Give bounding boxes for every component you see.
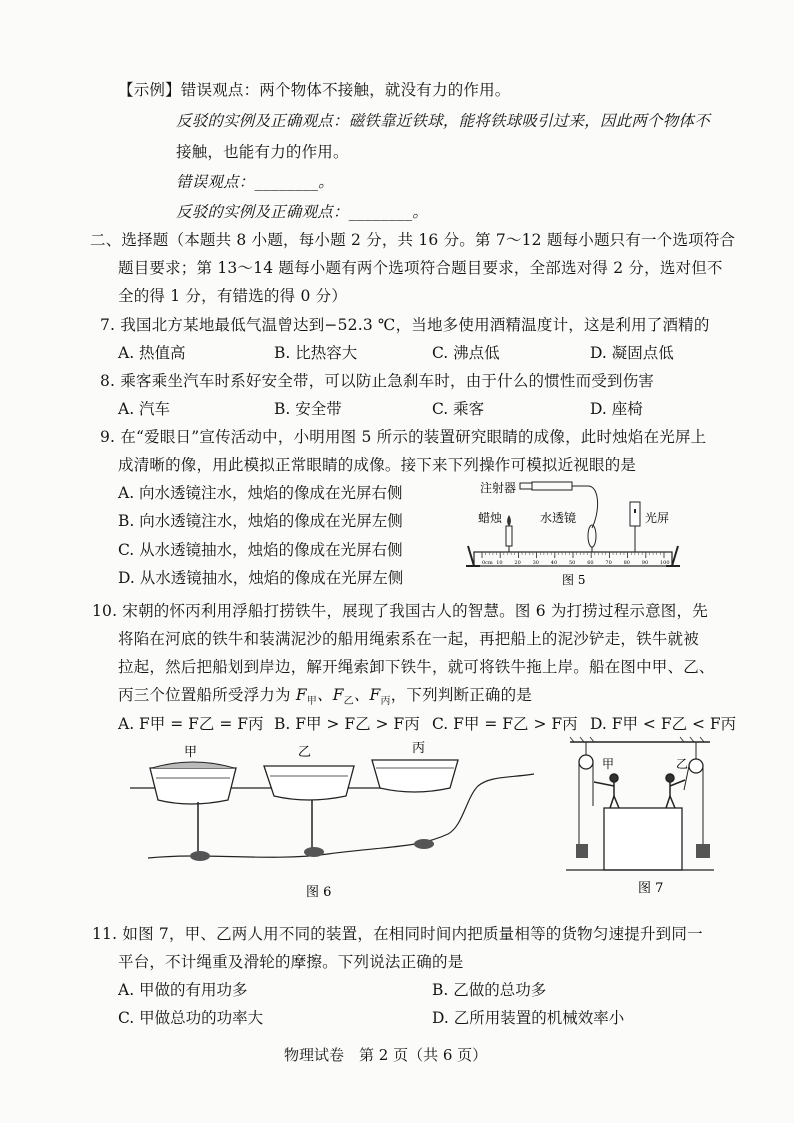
figure-7-pulley-diagram [564,736,716,896]
force-symbol: F [295,686,307,704]
q7-option-d: D. 凝固点低 [590,344,674,362]
force-symbol: 、F [317,686,344,704]
page-footer: 物理试卷 第 2 页（共 6 页） [284,1046,488,1064]
ruler-tick-label: 50 [569,560,576,566]
ruler-tick-label: 20 [514,560,521,566]
q10-line-2: 将陷在河底的铁牛和装满泥沙的船用绳索系在一起，再把船上的泥沙铲走，铁牛就被 [118,630,699,648]
ruler-tick-label: 0cm [482,560,493,566]
q10-line-4-start: 丙三个位置船所受浮力为 [118,686,296,704]
q8-option-d: D. 座椅 [590,400,643,418]
q7-option-b: B. 比热容大 [274,344,358,362]
section2-line-1: 二、选择题（本题共 8 小题，每小题 2 分，共 16 分。第 7～12 题每小题只有一个选项符合 [90,231,736,249]
ruler-tick-label: 10 [496,560,503,566]
q8-option-b: B. 安全带 [274,400,342,418]
q7-option-a: A. 热值高 [118,344,186,362]
person-jia-icon [594,774,619,808]
syringe-label: 注射器 [480,481,517,495]
q10-option-d: D. F甲 < F乙 < F丙 [590,715,737,733]
person-label-jia: 甲 [602,757,615,771]
q7-option-c: C. 沸点低 [432,344,500,362]
q8-option-a: A. 汽车 [118,400,171,418]
q9-line-2: 成清晰的像，用此模拟正常眼睛的成像。接下来下列操作可模拟近视眼的是 [118,456,637,474]
figure-5-optics-bench [460,472,686,590]
iron-ox-icon [414,839,434,849]
figure-7-caption: 图 7 [638,881,664,896]
q10-line-4-end: ，下列判断正确的是 [390,686,533,704]
fixed-pulley-icon [576,742,593,858]
iron-ox-icon [190,851,210,861]
water-lens-icon [588,525,596,552]
q10-option-a: A. F甲 = F乙 = F丙 [118,715,264,733]
q10-line-4 [118,683,532,707]
force-symbol: 、F [353,686,381,704]
q7-text: 7. 我国北方某地最低气温曾达到−52.3 ℃，当地多使用酒精温度计，这是利用了酒精的 [100,316,710,334]
boat-jia [150,762,236,861]
q9-option-c: C. 从水透镜抽水，烛焰的像成在光屏右侧 [118,541,403,559]
q11-option-c: C. 甲做总功的功率大 [118,1009,264,1027]
q9-option-d: D. 从水透镜抽水，烛焰的像成在光屏左侧 [118,569,404,587]
q8-option-c: C. 乘客 [432,400,485,418]
q11-option-b: B. 乙做的总功多 [432,981,547,999]
q10-option-b: B. F甲 > F乙 > F丙 [274,715,420,733]
section2-line-3: 全的得 1 分，有错选的得 0 分） [118,287,348,305]
example-line-5: 反驳的实例及正确观点：________。 [176,203,429,221]
iron-ox-icon [304,847,324,857]
boat-yi [264,766,354,857]
example-line-4: 错误观点：________。 [176,173,334,191]
candle-label: 蜡烛 [478,511,503,525]
section2-line-2: 题目要求；第 13～14 题每小题有两个选项符合题目要求，全部选对得 2 分，选对但不 [118,259,723,277]
q10-line-3: 拉起，然后把船划到岸边，解开绳索卸下铁牛，就可将铁牛拖上岸。船在图中甲、乙、 [118,658,715,676]
q11-line-1: 11. 如图 7，甲、乙两人用不同的装置，在相同时间内把质量相等的货物匀速提升到同一 [92,925,703,943]
platform [604,808,682,870]
figure-6-salvage-diagram [128,738,536,898]
ruler-tick-label: 40 [550,560,558,566]
ruler-tick-label: 30 [532,560,539,566]
candle-icon [506,515,512,552]
ruler-tick-label: 70 [605,560,612,566]
q11-option-a: A. 甲做的有用功多 [118,981,248,999]
lens-label: 水透镜 [540,511,577,525]
figure-5-caption: 图 5 [562,573,586,587]
q9-line-1: 9. 在“爱眼日”宣传活动中，小明用图 5 所示的装置研究眼睛的成像，此时烛焰在光屏上 [100,428,707,446]
subscript-yi: 乙 [343,696,354,708]
q8-text: 8. 乘客乘坐汽车时系好安全带，可以防止急刹车时，由于什么的惯性而受到伤害 [100,372,655,390]
person-yi-icon [666,774,685,808]
screen-label: 光屏 [645,511,670,525]
subscript-bing: 丙 [380,696,391,708]
q11-line-2: 平台，不计绳重及滑轮的摩擦。下列说法正确的是 [118,953,464,971]
subscript-jia: 甲 [306,696,317,708]
figure-6-caption: 图 6 [306,885,332,898]
syringe-icon [520,482,588,490]
ruler-tick-label: 60 [587,560,594,566]
boat-label-jia: 甲 [184,745,198,760]
example-line-2: 反驳的实例及正确观点：磁铁靠近铁球，能将铁球吸引过来，因此两个物体不 [176,112,710,130]
ruler-tick-label: 80 [623,560,630,566]
boat-label-yi: 乙 [298,745,312,760]
q9-option-a: A. 向水透镜注水，烛焰的像成在光屏右侧 [118,484,403,502]
light-screen-icon [630,502,640,552]
person-label-yi: 乙 [676,757,689,771]
example-line-1: 【示例】错误观点：两个物体不接触，就没有力的作用。 [118,81,511,99]
ruler-tick-label: 90 [641,560,649,566]
boat-label-bing: 丙 [412,741,426,756]
q10-option-c: C. F甲 = F乙 > F丙 [432,715,578,733]
cargo-icon [696,844,710,858]
ruler-tick-label: 100 [660,560,670,566]
cargo-icon [576,844,588,858]
q9-option-b: B. 向水透镜注水，烛焰的像成在光屏左侧 [118,512,403,530]
q11-option-d: D. 乙所用装置的机械效率小 [432,1009,625,1027]
example-line-3: 接触，也能有力的作用。 [176,143,349,161]
q10-line-1: 10. 宋朝的怀丙利用浮船打捞铁牛，展现了我国古人的智慧。图 6 为打捞过程示意图，先 [92,602,708,620]
